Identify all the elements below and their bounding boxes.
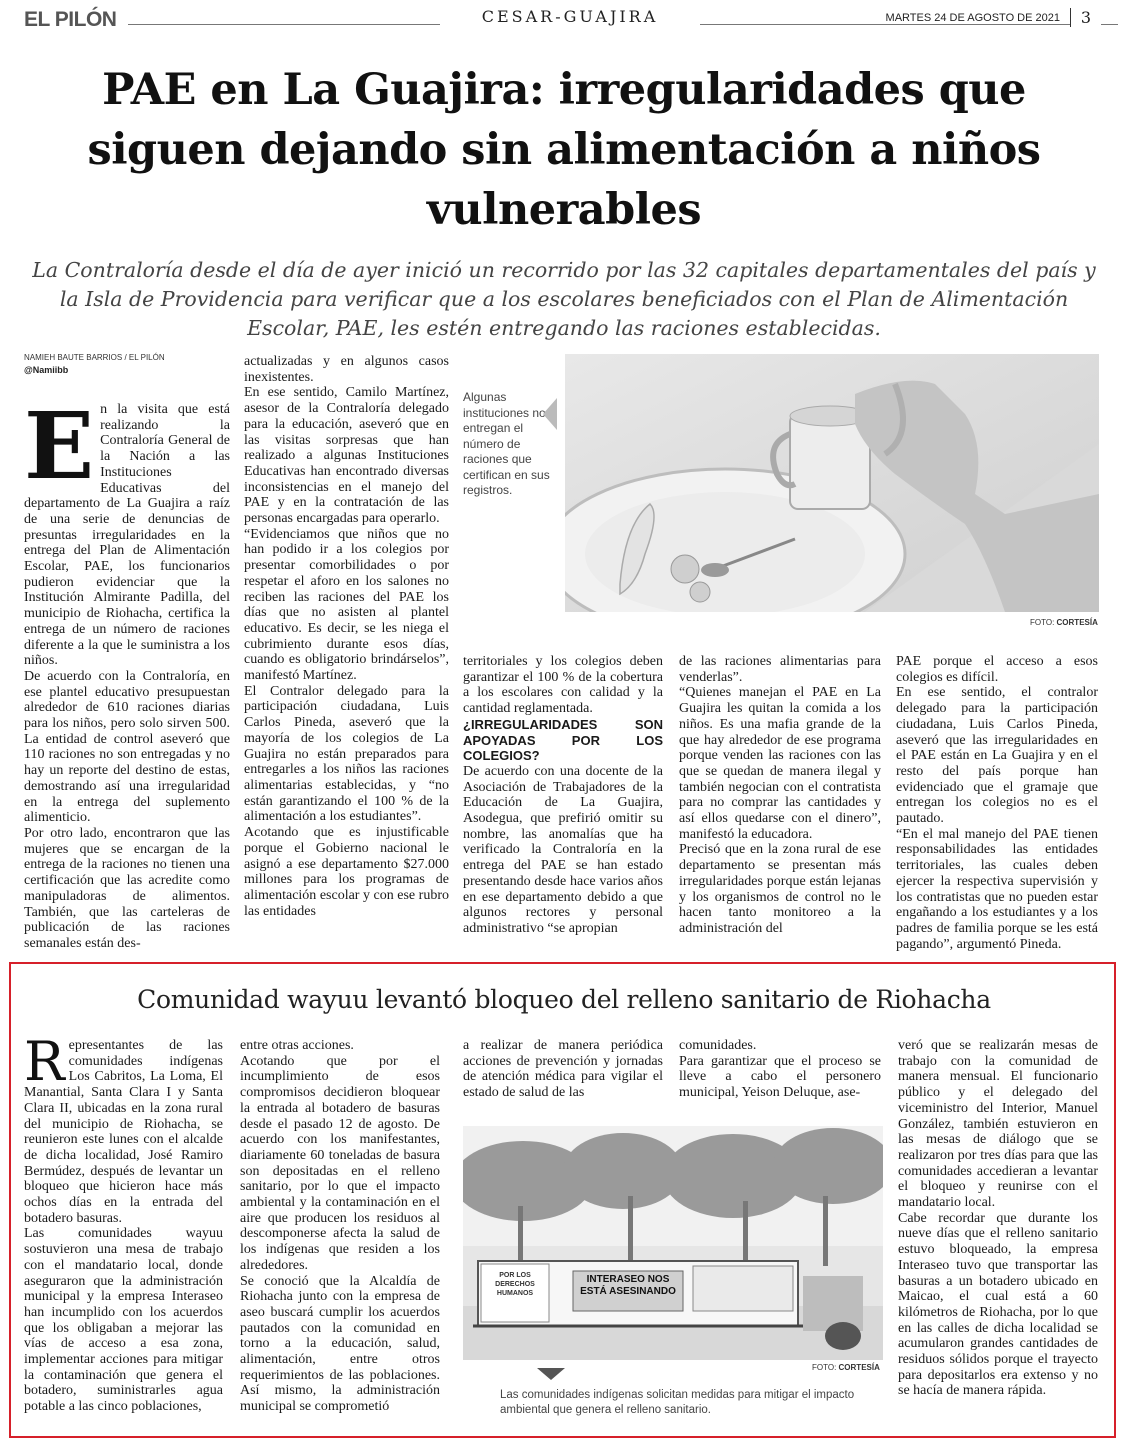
section-name: CESAR-GUAJIRA bbox=[440, 7, 700, 26]
article2-column-5 bbox=[898, 1038, 1098, 1399]
paragraph: En la visita que está realizando la Contraloría General de la Nación a las Instituciones Educativas del departamento de La Guajira a raíz de una serie de denuncias de presuntas irregularidades en la entrega del Plan de Alimentación Escolar, PAE, los funcionarios pudieron evidenciar que la Institución Almirante Padilla, del municipio de Riohacha, certifica la entrega de un número de raciones diferente a la que le suministra a los niños. bbox=[24, 392, 230, 669]
paragraph: “Evidenciamos que niños que no han podido ir a los colegios por presentar comorbilidades o por respetar el aforo en los salones no reciben las raciones del PAE los días que no asisten al plantel educativo. Es decir, se les niega el cubrimiento durante esos días, cuando es obligatorio brindárselos”, manifestó Martínez. bbox=[244, 526, 449, 684]
article-headline: PAE en La Guajira: irregularidades que siguen dejando sin alimentación a niños vulnerables bbox=[87, 65, 1041, 235]
article2-column-1 bbox=[24, 1030, 223, 1415]
article1-column-4 bbox=[679, 654, 881, 937]
article1-column-3 bbox=[463, 654, 663, 937]
paragraph: “Quienes manejan el PAE en La Guajira les quitan la comida a los niños. Es una mafia grande de la que hay alrededor de ese programa porque venden las raciones con las que se quedan de manera ilegal y también negocian con el contratista para no comprar las cantidades y así ellos quedarse con el dinero”, manifestó la educadora. bbox=[679, 685, 881, 842]
meal-photo-illustration bbox=[565, 354, 1099, 612]
drop-cap: E bbox=[24, 392, 95, 500]
paragraph: Las comunidades wayuu sostuvieron una mesa de trabajo con el mandatario local, donde aseguraron que la administración municipal y la empresa Interaseo han incumplido con los acuerdos que los obligaban a mejorar las vías de acceso a esa zona, implementar acciones para mitigar la contaminación que genera el botadero, suministrarles agua potable a las cinco poblaciones, bbox=[24, 1226, 223, 1415]
page-number: 3 bbox=[1070, 8, 1101, 27]
paragraph: Para garantizar que el proceso se lleve a cabo el personero municipal, Yeison Deluque, ase- bbox=[679, 1053, 881, 1101]
article1-column-2 bbox=[244, 354, 449, 919]
banner-main-text: INTERASEO NOS ESTÁ ASESINANDO bbox=[580, 1274, 676, 1297]
paragraph: de las raciones alimentarias para venderlas”. bbox=[679, 654, 881, 685]
paragraph: Por otro lado, encontraron que las mujeres que se encargan de la entrega de la raciones no tienen una certificación que las acredite como manipuladoras de alimentos. También, que las carteleras de publicación de las raciones semanales están des- bbox=[24, 825, 230, 951]
paragraph: “En el mal manejo del PAE tienen responsabilidades las entidades territoriales, las cuales deben ejercer la respectiva supervisión y los contratistas que no pueden estar engañando a los estudiantes y a los padres de familia porque se les está pagando”, argumentó Pineda. bbox=[896, 826, 1098, 952]
protest-photo-illustration bbox=[463, 1126, 883, 1360]
article2-headline: Comunidad wayuu levantó bloqueo del relleno sanitario de Riohacha bbox=[137, 985, 991, 1014]
article-photo bbox=[565, 354, 1099, 612]
paragraph: Representantes de las comunidades indígenas Los Cabritos, La Loma, El Manantial, Santa Clara I y Santa Clara II, ubicadas en la zona rural del municipio de Riohacha, se reunieron este lunes con el alcalde de dicha localidad, José Ramiro Bermúdez, después de levantar un bloqueo que hicieron hace más ochos días en la entrada del botadero basuras. bbox=[24, 1030, 223, 1226]
byline: NAMIEH BAUTE BARRIOS / EL PILÓN bbox=[24, 353, 165, 362]
paragraph: veró que se realizarán mesas de trabajo con la comunidad de manera mensual. El funcionario público y el delegado del viceministro del Interior, Manuel González, también estuvieron en las mesas de diálogo que se realizaron por tres días para que las comunidades accedieran a levantar el bloqueo y reunirse con el mandatario local. bbox=[898, 1038, 1098, 1211]
photo-caption: Las comunidades indígenas solicitan medidas para mitigar el impacto ambiental que genera el relleno sanitario. bbox=[500, 1389, 855, 1416]
subheading: ¿IRREGULARIDADES SON APOYADAS POR LOS COLEGIOS? bbox=[463, 716, 663, 764]
paragraph: En ese sentido, el contralor delegado para la participación ciudadana, Luis Carlos Pineda, aseveró que las irregularidades en el PAE están en La Guajira y en el resto del país porque han evidenciado que el gramaje que entregan los colegios no es el pautado. bbox=[896, 685, 1098, 827]
paragraph: El Contralor delegado para la participación ciudadana, Luis Carlos Pineda, aseveró que la mayoría de los colegios de La Guajira no están preparados para entregarles a los niños las raciones alimentarias establecidas, y “no están garantizando el 100 % de la alimentación a los estudiantes”. bbox=[244, 683, 449, 825]
paragraph: Cabe recordar que durante los nueve días que el relleno sanitario estuvo bloqueado, la empresa Interaseo tuvo que transportar las basuras a un botadero ubicado en Maicao, el cual está a 60 kilómetros de Riohacha, por lo que en las calles de dicha localidad se acumularon grandes cantidades de residuos sólidos porque el trayecto para depositarlos era extenso y no se hacía de manera rápida. bbox=[898, 1210, 1098, 1399]
photo-caption: Algunas instituciones no entregan el número de raciones que certifican en sus registros. bbox=[463, 390, 550, 497]
photo-credit: FOTO: CORTESÍA bbox=[812, 1363, 880, 1372]
caption-pointer-icon bbox=[543, 398, 557, 430]
paragraph: En ese sentido, Camilo Martínez, asesor de la Contraloría delegado para la educación, aseveró que en las visitas sorpresas que han realizado a algunas Instituciones Educativas han encontrado diversas inconsistencias en el manejo del PAE y en la contratación de las personas encargadas para operarlo. bbox=[244, 385, 449, 527]
paragraph: a realizar de manera periódica acciones de prevención y jornadas de atención médica para vigilar el estado de salud de las bbox=[463, 1038, 663, 1101]
newspaper-logo: EL PILÓN bbox=[24, 8, 117, 31]
author-handle: @Namiibb bbox=[24, 365, 69, 375]
photo-credit: FOTO: CORTESÍA bbox=[1030, 618, 1098, 627]
paragraph: actualizadas y en algunos casos inexistentes. bbox=[244, 354, 449, 385]
paragraph: PAE porque el acceso a esos colegios es difícil. bbox=[896, 654, 1098, 685]
article1-column-1 bbox=[24, 392, 230, 952]
article2-column-2 bbox=[240, 1038, 440, 1415]
article2-column-3 bbox=[463, 1038, 663, 1101]
paragraph: comunidades. bbox=[679, 1038, 757, 1053]
paragraph: Se conoció que la Alcaldía de Riohacha junto con la empresa de aseo buscará cumplir los acuerdos pautados con la comunidad en torno a la educación, salud, alimentación, entre otros requerimientos de las poblaciones. Así mismo, la administración municipal se comprometió bbox=[240, 1273, 440, 1415]
caption-pointer-icon bbox=[537, 1368, 565, 1380]
paragraph: De acuerdo con la Contraloría, en ese plantel educativo presupuestan alrededor de 610 raciones diarias para los niños, pero solo sirven 500. La entidad de control aseveró que 110 raciones no son entregadas y no hay un reporte del destino de estas, demostrando así una irregularidad en la entrega del suplemento alimenticio. bbox=[24, 668, 230, 826]
paragraph: Acotando que por el incumplimiento de esos compromisos decidieron bloquear la entrada al botadero de basuras desde el pasado 12 de agosto. De acuerdo con los manifestantes, diariamente 60 toneladas de basura son depositadas en el relleno sanitario, por lo que el impacto ambiental y la contaminación en el aire que producen los residuos al descomponerse afecta la salud de los indígenas que residen a los alrededores. bbox=[240, 1053, 440, 1273]
paragraph: Precisó que en la zona rural de ese departamento se presentan más irregularidades porque están lejanas y los organismos de control no le hacen tanto monitoreo a la administración del bbox=[679, 842, 881, 936]
article-deck: La Contraloría desde el día de ayer inició un recorrido por las 32 capitales departamentales del país y la Isla de Providencia para verificar que a los escolares beneficiados con el Plan de Alimentación Escolar, PAE, les estén entregando las raciones establecidas. bbox=[32, 258, 1096, 340]
drop-cap: R bbox=[24, 1030, 65, 1093]
paragraph: Acotando que es injustificable porque el Gobierno nacional le asignó a ese departamento $27.000 millones para los programas de alimentación escolar y con ese rubro las entidades bbox=[244, 825, 449, 919]
banner-left-text: POR LOS DERECHOS HUMANOS bbox=[495, 1272, 535, 1297]
protest-photo bbox=[463, 1126, 883, 1360]
issue-date: MARTES 24 DE AGOSTO DE 2021 bbox=[870, 12, 1064, 24]
article1-column-5 bbox=[896, 654, 1098, 952]
paragraph: De acuerdo con una docente de la Asociación de Trabajadores de la Educación de La Guajira, Asodegua, que prefirió omitir su nombre, las anomalías que ha verificado la Contraloría en la entrega del PAE se han estado presentando desde hace varios años en ese departamento debido a que algunos rectores y personal administrativo “se apropian bbox=[463, 763, 663, 936]
paragraph: entre otras acciones. bbox=[240, 1038, 354, 1053]
paragraph: territoriales y los colegios deben garantizar el 100 % de la cobertura a los escolares con calidad y la cantidad reglamentada. bbox=[463, 654, 663, 717]
article2-column-4 bbox=[679, 1038, 881, 1101]
